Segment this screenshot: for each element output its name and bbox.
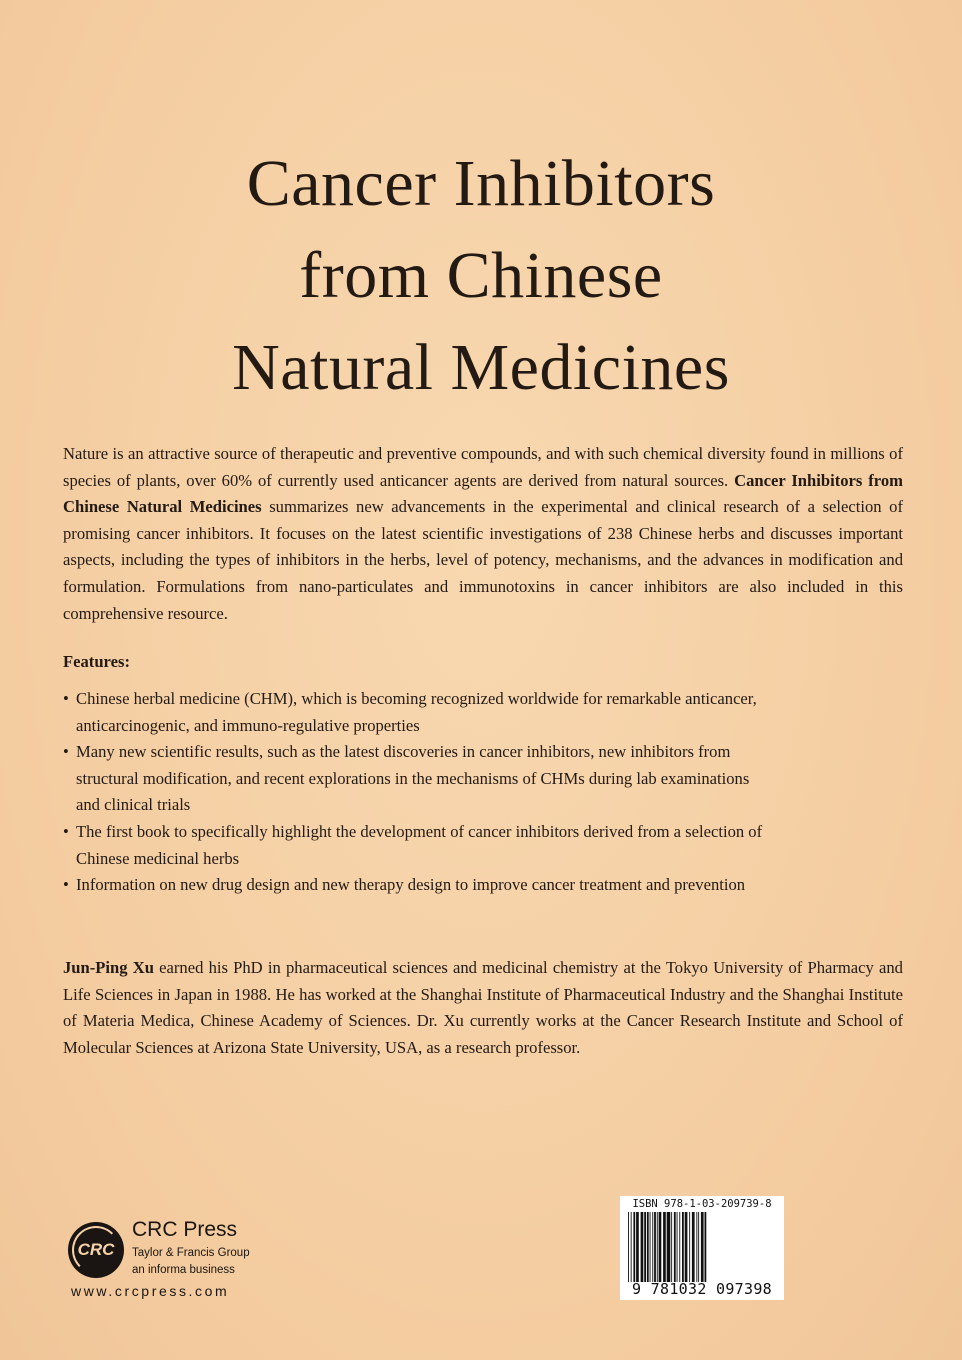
publisher-informa: an informa business [132, 1264, 235, 1276]
crc-logo-icon [68, 1222, 124, 1278]
feature-text: Information on new drug design and new therapy design to improve cancer treatment and prevention [76, 875, 746, 895]
features-heading: Features: [63, 652, 130, 671]
barcode-bar [671, 1212, 672, 1282]
feature-text: Chinese herbal medicine (CHM), which is becoming recognized worldwide for remarkable anticancer, anticarcinogenic, and immuno-regulative properties [76, 689, 757, 735]
barcode-bar [701, 1212, 704, 1282]
author-name: Jun-Ping Xu [63, 958, 154, 977]
barcode-bar [685, 1212, 688, 1282]
barcode-bar [654, 1212, 656, 1282]
title-line-3: Natural Medicines [232, 331, 730, 404]
barcode-bar [682, 1212, 684, 1282]
bullet-icon: • [63, 742, 69, 762]
barcode-bar [663, 1212, 666, 1282]
description-book-title: Cancer Inhibitors from Chinese Natural Medicines [63, 470, 903, 517]
isbn-barcode [620, 1196, 784, 1300]
features-list [63, 686, 763, 899]
feature-text: Many new scientific results, such as the latest discoveries in cancer inhibitors, new inhibitors from structural modification, and recent explorations in the mechanisms of CHMs during lab examinations and clinical trials [76, 742, 750, 815]
isbn-label: ISBN 978-1-03-209739-8 [632, 1198, 772, 1210]
barcode-bar [633, 1212, 635, 1282]
barcode-bar [692, 1212, 695, 1282]
logo-ring [72, 1226, 120, 1274]
description-paragraph [63, 441, 903, 627]
book-title [0, 138, 962, 414]
author-bio [63, 955, 903, 1061]
logo-text: CRC [77, 1240, 115, 1259]
barcode-bar [667, 1212, 671, 1282]
feature-item [63, 739, 763, 819]
title-line-1: Cancer Inhibitors [246, 147, 716, 220]
barcode-bar [659, 1212, 662, 1282]
publisher-url: www.crcpress.com [71, 1283, 230, 1299]
barcode-bar [641, 1212, 644, 1282]
feature-item [63, 686, 763, 739]
publisher-name: CRC Press [132, 1218, 238, 1241]
barcode-bars [626, 1212, 778, 1282]
author-bio-text: earned his PhD in pharmaceutical sciences and medicinal chemistry at the Tokyo University of Pharmacy and Life Sciences in Japan in 1988. He has worked at the Shanghai Institute of Pharmaceutical Industry and the Shanghai Institute of Materia Medica, Chinese Academy of Sciences. Dr. Xu currently works at the Cancer Research Institute and School of Molecular Sciences at Arizona State University, USA, as a research professor. [63, 958, 903, 1057]
barcode-bar [674, 1212, 676, 1282]
barcode-bar [677, 1212, 678, 1282]
title-line-2: from Chinese [299, 239, 663, 312]
description-text-2: summarizes new advancements in the experimental and clinical research of a selection of promising cancer inhibitors. It focuses on the latest scientific investigations of 238 Chinese herbs and discusses important aspects, including the types of inhibitors in the herbs, level of potency, mechanisms, and the advances in modification and formulation. Formulations from nano-particulates and immunotoxins in cancer inhibitors are also included in this comprehensive resource. [63, 497, 903, 623]
description-text-1: Nature is an attractive source of therapeutic and preventive compounds, and with such chemical diversity found in millions of species of plants, over 60% of currently used anticancer agents are derived from natural sources. [63, 444, 903, 490]
barcode-bar [631, 1212, 632, 1282]
barcode-bar [696, 1212, 697, 1282]
bullet-icon: • [63, 689, 69, 708]
bullet-icon: • [63, 875, 69, 895]
barcode-bar [644, 1212, 646, 1282]
barcode-bar [647, 1212, 649, 1282]
barcode-bar [679, 1212, 680, 1282]
barcode-bar [650, 1212, 651, 1282]
barcode-bar [657, 1212, 658, 1282]
feature-item [63, 819, 763, 872]
barcode-bar [628, 1212, 629, 1282]
feature-item [63, 872, 763, 899]
barcode-bar [705, 1212, 707, 1282]
barcode-bar [652, 1212, 653, 1282]
feature-text: The first book to specifically highlight the development of cancer inhibitors derived from a selection of Chinese medicinal herbs [76, 821, 763, 868]
barcode-bar [689, 1212, 690, 1282]
publisher-group: Taylor & Francis Group [132, 1247, 250, 1259]
bullet-icon: • [63, 821, 69, 841]
publisher-block [68, 1218, 308, 1308]
barcode-bar [636, 1212, 639, 1282]
barcode-digits: 9 781032 097398 [632, 1280, 772, 1298]
barcode-bar [698, 1212, 699, 1282]
